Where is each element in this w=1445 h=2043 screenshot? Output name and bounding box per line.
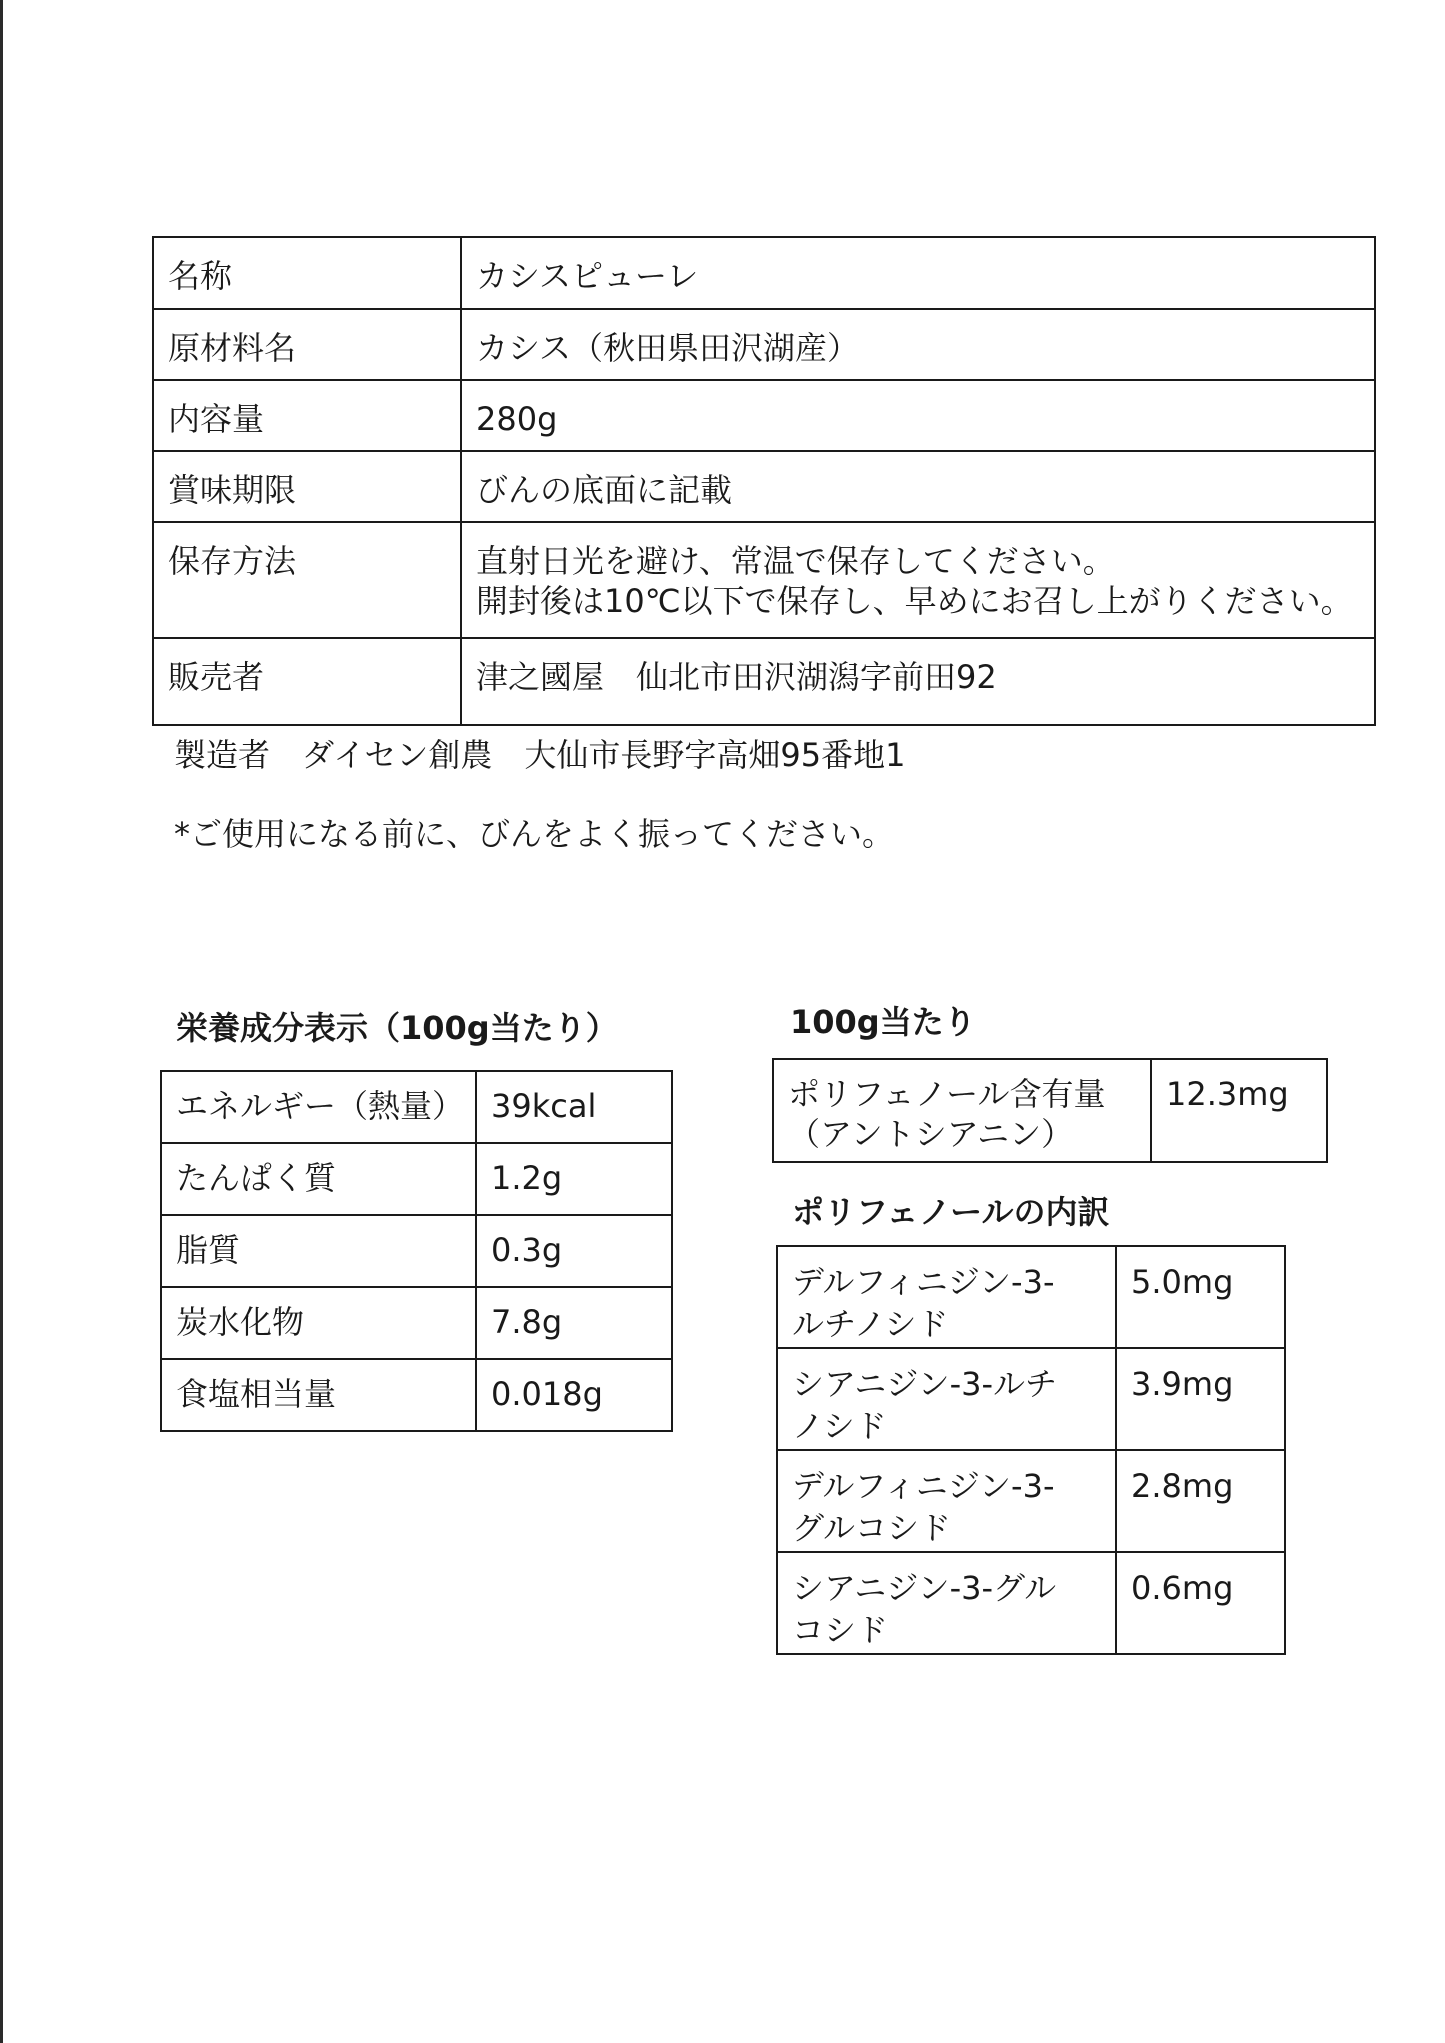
row-label-content: 内容量: [153, 380, 461, 451]
polyphenol-value: 12.3mg: [1151, 1059, 1327, 1162]
nutrition-heading: 栄養成分表示（100g当たり）: [176, 1009, 618, 1047]
breakdown-label: [777, 1246, 1116, 1348]
row-value-content: 280g: [461, 380, 1375, 451]
breakdown-heading: ポリフェノールの内訳: [792, 1193, 1110, 1231]
breakdown-label-line: シアニジン-3-ルチ: [792, 1365, 1058, 1403]
breakdown-label: [777, 1348, 1116, 1450]
table-row: [153, 638, 1375, 725]
row-label-expiry: 賞味期限: [153, 451, 461, 522]
nutrition-label-salt: 食塩相当量: [161, 1359, 476, 1431]
row-label-seller: 販売者: [153, 638, 461, 725]
polyphenol-heading: 100g当たり: [790, 1003, 976, 1041]
nutrition-value-energy: 39kcal: [476, 1071, 672, 1143]
scan-page-edge: [0, 0, 3, 2043]
table-row: [161, 1071, 672, 1143]
table-row: [777, 1450, 1285, 1552]
row-value-expiry: びんの底面に記載: [461, 451, 1375, 522]
breakdown-label-line: デルフィニジン-3-: [792, 1467, 1055, 1505]
breakdown-label-line: ルチノシド: [792, 1305, 949, 1343]
nutrition-value-protein: 1.2g: [476, 1143, 672, 1215]
row-value-seller: 津之國屋 仙北市田沢湖潟字前田92: [461, 638, 1375, 725]
nutrition-value-salt: 0.018g: [476, 1359, 672, 1431]
table-row: [777, 1246, 1285, 1348]
table-row: [773, 1059, 1327, 1162]
manufacturer-line: 製造者 ダイセン創農 大仙市長野字高畑95番地1: [174, 736, 906, 774]
row-value-ingredients: カシス（秋田県田沢湖産）: [461, 309, 1375, 380]
polyphenol-table: [772, 1058, 1328, 1163]
row-label-name: 名称: [153, 237, 461, 309]
table-row: [161, 1287, 672, 1359]
nutrition-label-carbs: 炭水化物: [161, 1287, 476, 1359]
table-row: [161, 1359, 672, 1431]
breakdown-value: 5.0mg: [1116, 1246, 1285, 1348]
breakdown-value: 0.6mg: [1116, 1552, 1285, 1654]
shake-note: *ご使用になる前に、びんをよく振ってください。: [174, 815, 895, 853]
nutrition-label-fat: 脂質: [161, 1215, 476, 1287]
table-row: [153, 380, 1375, 451]
nutrition-table: [160, 1070, 673, 1432]
table-row: [161, 1215, 672, 1287]
table-row: [161, 1143, 672, 1215]
row-value-name: カシスピューレ: [461, 237, 1375, 309]
breakdown-label: [777, 1552, 1116, 1654]
table-row: [153, 237, 1375, 309]
breakdown-label-line: コシド: [792, 1611, 889, 1649]
row-value-storage: [461, 522, 1375, 638]
table-row: [777, 1552, 1285, 1654]
polyphenol-label: [773, 1059, 1151, 1162]
breakdown-value: 3.9mg: [1116, 1348, 1285, 1450]
breakdown-label: [777, 1450, 1116, 1552]
breakdown-label-line: シアニジン-3-グル: [792, 1569, 1057, 1607]
storage-line-2: 開封後は10℃以下で保存し、早めにお召し上がりください。: [476, 582, 1353, 620]
row-label-ingredients: 原材料名: [153, 309, 461, 380]
nutrition-value-carbs: 7.8g: [476, 1287, 672, 1359]
polyphenol-breakdown-table: [776, 1245, 1286, 1655]
storage-line-1: 直射日光を避け、常温で保存してください。: [476, 542, 1115, 580]
product-info-table: [152, 236, 1376, 726]
breakdown-label-line: ノシド: [792, 1407, 887, 1445]
polyphenol-label-line-1: ポリフェノール含有量: [788, 1075, 1106, 1113]
nutrition-value-fat: 0.3g: [476, 1215, 672, 1287]
row-label-storage: 保存方法: [153, 522, 461, 638]
breakdown-value: 2.8mg: [1116, 1450, 1285, 1552]
breakdown-label-line: デルフィニジン-3-: [792, 1263, 1055, 1301]
table-row: [153, 451, 1375, 522]
nutrition-label-protein: たんぱく質: [161, 1143, 476, 1215]
breakdown-label-line: グルコシド: [792, 1509, 952, 1547]
table-row: [777, 1348, 1285, 1450]
nutrition-label-energy: エネルギー（熱量）: [161, 1071, 476, 1143]
table-row: [153, 309, 1375, 380]
polyphenol-label-line-2: （アントシアニン）: [788, 1115, 1074, 1153]
table-row: [153, 522, 1375, 638]
